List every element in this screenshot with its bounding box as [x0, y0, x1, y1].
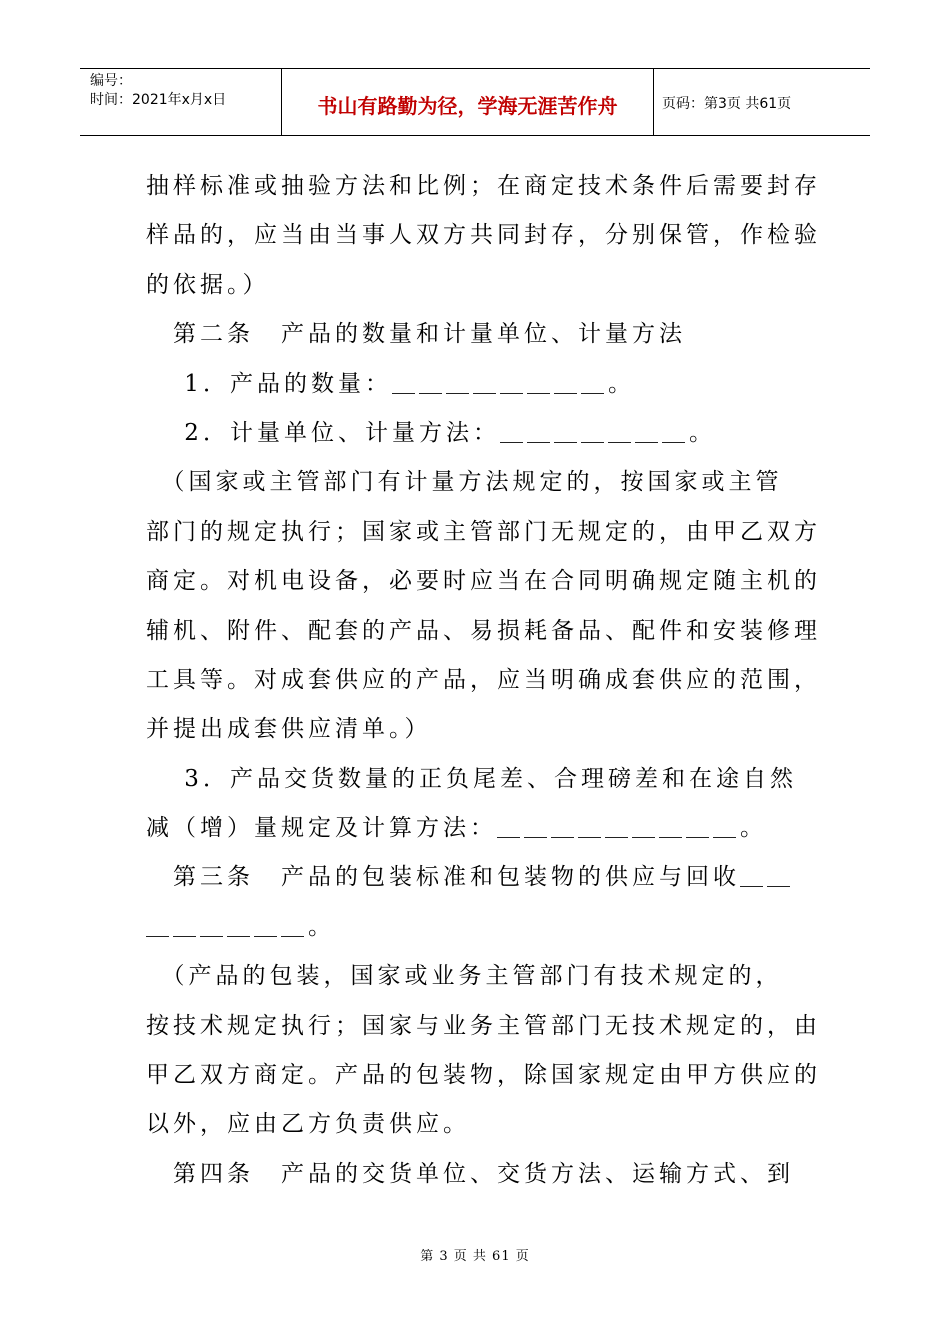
document-body [146, 162, 821, 1199]
header-page-code: 页码：第3页 共61页 [662, 96, 792, 112]
header-slogan: 书山有路勤为径，学海无涯苦作舟 [282, 69, 654, 135]
document-header [80, 68, 870, 136]
article-heading: 第三条 产品的包装标准和包装物的供应与回收＿＿ [146, 864, 794, 891]
article-heading: 第四条 产品的交货单位、交货方法、运输方式、到 [146, 1160, 794, 1187]
body-line: （国家或主管部门有计量方法规定的，按国家或主管 [146, 469, 783, 496]
body-line: 样品的，应当由当事人双方共同封存，分别保管，作检验 [146, 222, 821, 249]
number-label: 编号： [90, 73, 132, 89]
header-meta [80, 69, 282, 135]
body-line: 部门的规定执行；国家或主管部门无规定的，由甲乙双方 [146, 518, 821, 545]
body-line: 减（增）量规定及计算方法：＿＿＿＿＿＿＿＿＿。 [146, 815, 767, 842]
body-line: 的依据。） [146, 271, 270, 298]
body-line: 按技术规定执行；国家与业务主管部门无技术规定的，由 [146, 1012, 821, 1039]
body-line: 3．产品交货数量的正负尾差、合理磅差和在途自然 [146, 765, 797, 792]
body-line: 抽样标准或抽验方法和比例；在商定技术条件后需要封存 [146, 173, 821, 199]
page-footer: 第 3 页 共 61 页 [420, 1249, 530, 1264]
body-line: 以外，应由乙方负责供应。 [146, 1111, 470, 1138]
body-line: 工具等。对成套供应的产品，应当明确成套供应的范围， [146, 666, 821, 693]
article-heading: 第二条 产品的数量和计量单位、计量方法 [146, 321, 686, 348]
body-line: 1．产品的数量：＿＿＿＿＿＿＿＿。 [146, 370, 635, 397]
body-line: 商定。对机电设备，必要时应当在合同明确规定随主机的 [146, 568, 821, 595]
body-line: 2．计量单位、计量方法：＿＿＿＿＿＿＿。 [146, 419, 716, 446]
body-line: （产品的包装，国家或业务主管部门有技术规定的， [146, 963, 783, 990]
body-line: 甲乙双方商定。产品的包装物，除国家规定由甲方供应的 [146, 1062, 821, 1089]
body-line: 辅机、附件、配套的产品、易损耗备品、配件和安装修理 [146, 617, 821, 644]
body-line: ＿＿＿＿＿＿。 [146, 913, 335, 940]
time-label: 时间：2021年x月x日 [90, 92, 227, 108]
body-line: 并提出成套供应清单。） [146, 716, 432, 743]
